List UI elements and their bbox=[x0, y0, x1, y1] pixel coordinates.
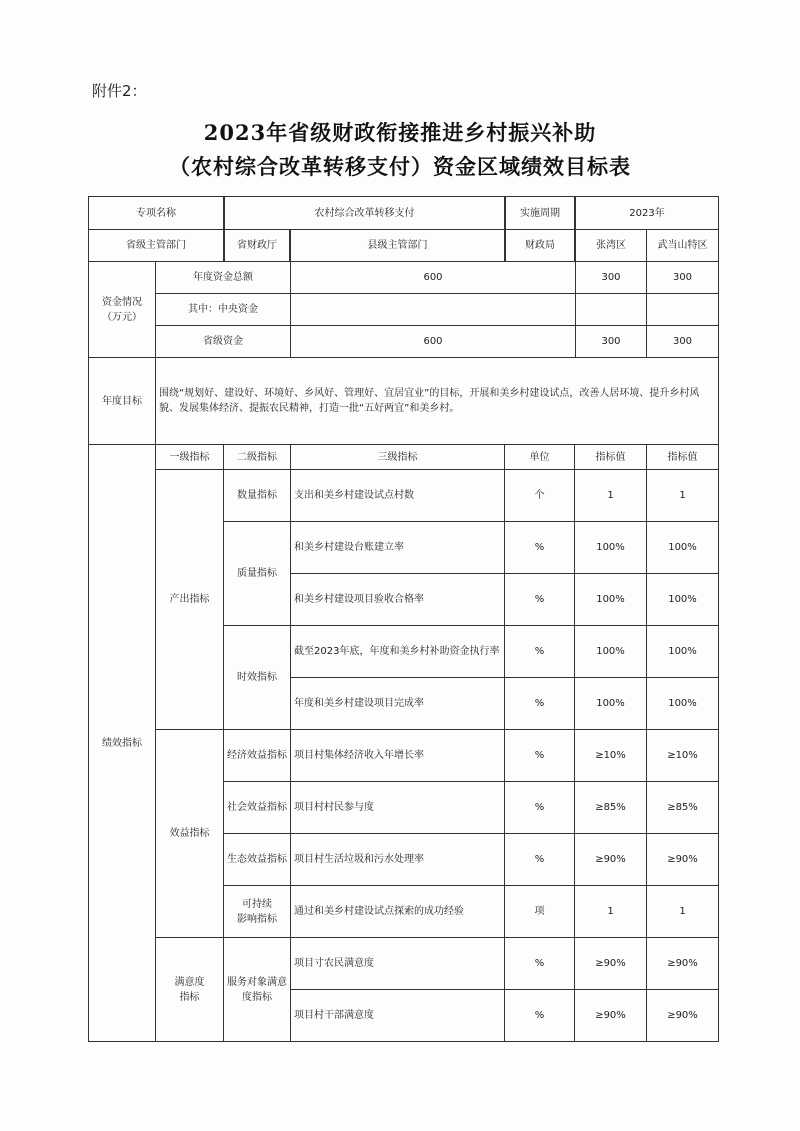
indicator-value-a: 100% bbox=[574, 521, 647, 574]
funds-provincial-b: 300 bbox=[646, 325, 719, 358]
col-level2: 二级指标 bbox=[223, 444, 291, 470]
indicator-unit: 个 bbox=[504, 469, 575, 522]
district-a: 张湾区 bbox=[575, 229, 647, 262]
indicator-name: 通过和美乡村建设试点探索的成功经验 bbox=[290, 885, 505, 938]
indicator-unit: % bbox=[504, 521, 575, 574]
indicators-section-label: 绩效指标 bbox=[88, 444, 156, 1042]
indicator-value-a: ≥90% bbox=[574, 937, 647, 990]
indicator-value-a: 1 bbox=[574, 469, 647, 522]
indicator-value-a: ≥10% bbox=[574, 729, 647, 782]
funds-provincial-label: 省级资金 bbox=[155, 325, 291, 358]
indicator-name: 支出和美乡村建设试点村数 bbox=[290, 469, 505, 522]
col-value-b: 指标值 bbox=[646, 444, 719, 470]
indicator-name: 和美乡村建设台账建立率 bbox=[290, 521, 505, 574]
period-value: 2023年 bbox=[575, 196, 719, 230]
indicator-value-a: 100% bbox=[574, 573, 647, 626]
service-satisfaction-label: 服务对象满意 度指标 bbox=[223, 937, 291, 1042]
col-level1: 一级指标 bbox=[155, 444, 224, 470]
indicator-name: 截至2023年底，年度和美乡村补助资金执行率 bbox=[290, 625, 505, 678]
project-name-value: 农村综合改革转移支付 bbox=[224, 196, 505, 230]
funds-total-label: 年度资金总额 bbox=[155, 261, 291, 294]
prov-dept-label: 省级主管部门 bbox=[88, 229, 224, 262]
indicator-value-b: ≥85% bbox=[646, 781, 719, 834]
funds-provincial-a: 300 bbox=[575, 325, 647, 358]
county-dept-label: 县级主管部门 bbox=[290, 229, 505, 262]
ecological-indicator-label: 生态效益指标 bbox=[223, 833, 291, 886]
indicator-value-b: ≥90% bbox=[646, 937, 719, 990]
page-subtitle: （农村综合改革转移支付）资金区域绩效目标表 bbox=[169, 154, 631, 179]
funds-central-label: 其中：中央资金 bbox=[155, 293, 291, 326]
funds-total-a: 300 bbox=[575, 261, 647, 294]
indicator-value-a: 100% bbox=[574, 625, 647, 678]
indicator-unit: % bbox=[504, 781, 575, 834]
quality-indicator-label: 质量指标 bbox=[223, 521, 291, 626]
indicator-unit: % bbox=[504, 625, 575, 678]
indicator-value-b: 1 bbox=[646, 885, 719, 938]
quantity-indicator-label: 数量指标 bbox=[223, 469, 291, 522]
district-b: 武当山特区 bbox=[646, 229, 719, 262]
funds-total-value: 600 bbox=[290, 261, 576, 294]
indicator-name: 年度和美乡村建设项目完成率 bbox=[290, 677, 505, 730]
funds-central-value bbox=[290, 293, 576, 326]
funds-central-b bbox=[646, 293, 719, 326]
indicator-value-b: ≥90% bbox=[646, 833, 719, 886]
annual-goal-label: 年度目标 bbox=[88, 357, 156, 445]
col-unit: 单位 bbox=[504, 444, 575, 470]
indicator-name: 项目村村民参与度 bbox=[290, 781, 505, 834]
period-label: 实施周期 bbox=[505, 196, 575, 230]
indicator-unit: % bbox=[504, 573, 575, 626]
col-level3: 三级指标 bbox=[290, 444, 505, 470]
prov-dept-value: 省财政厅 bbox=[224, 229, 290, 262]
sustainable-indicator-label: 可持续 影响指标 bbox=[223, 885, 291, 938]
funds-total-b: 300 bbox=[646, 261, 719, 294]
indicator-value-b: 1 bbox=[646, 469, 719, 522]
funds-provincial-value: 600 bbox=[290, 325, 576, 358]
indicator-unit: 项 bbox=[504, 885, 575, 938]
indicator-unit: % bbox=[504, 833, 575, 886]
indicator-name: 项目村生活垃圾和污水处理率 bbox=[290, 833, 505, 886]
indicator-value-b: ≥10% bbox=[646, 729, 719, 782]
timeliness-indicator-label: 时效指标 bbox=[223, 625, 291, 730]
indicator-unit: % bbox=[504, 989, 575, 1042]
indicator-value-b: 100% bbox=[646, 521, 719, 574]
social-indicator-label: 社会效益指标 bbox=[223, 781, 291, 834]
funds-central-a bbox=[575, 293, 647, 326]
indicator-name: 项目村干部满意度 bbox=[290, 989, 505, 1042]
indicator-unit: % bbox=[504, 677, 575, 730]
indicator-value-a: 1 bbox=[574, 885, 647, 938]
indicator-value-b: 100% bbox=[646, 625, 719, 678]
annual-goal-text: 围绕“规划好、建设好、环境好、乡风好、管理好、宜居宜业”的目标，开展和美乡村建设试点，改善人居环境、提升乡村风貌、发展集体经济、提振农民精神，打造一批“五好两宜”和美乡村。 bbox=[155, 357, 719, 445]
satisfaction-indicator-label: 满意度 指标 bbox=[155, 937, 224, 1042]
indicator-value-a: ≥90% bbox=[574, 833, 647, 886]
county-dept-value: 财政局 bbox=[505, 229, 575, 262]
indicator-name: 项目寸农民满意度 bbox=[290, 937, 505, 990]
indicator-value-b: 100% bbox=[646, 677, 719, 730]
page-title: 2023年省级财政衔接推进乡村振兴补助 bbox=[203, 120, 597, 145]
indicator-unit: % bbox=[504, 729, 575, 782]
col-value-a: 指标值 bbox=[574, 444, 647, 470]
attachment-label: 附件2： bbox=[92, 82, 147, 100]
indicator-name: 和美乡村建设项目验收合格率 bbox=[290, 573, 505, 626]
funds-label: 资金情况 （万元） bbox=[88, 261, 156, 358]
economic-indicator-label: 经济效益指标 bbox=[223, 729, 291, 782]
indicator-value-a: ≥85% bbox=[574, 781, 647, 834]
project-name-label: 专项名称 bbox=[88, 196, 224, 230]
benefit-indicator-label: 效益指标 bbox=[155, 729, 224, 938]
indicator-value-a: 100% bbox=[574, 677, 647, 730]
indicator-value-b: 100% bbox=[646, 573, 719, 626]
output-indicator-label: 产出指标 bbox=[155, 469, 224, 730]
indicator-name: 项目村集体经济收入年增长率 bbox=[290, 729, 505, 782]
indicator-value-a: ≥90% bbox=[574, 989, 647, 1042]
indicator-value-b: ≥90% bbox=[646, 989, 719, 1042]
indicator-unit: % bbox=[504, 937, 575, 990]
